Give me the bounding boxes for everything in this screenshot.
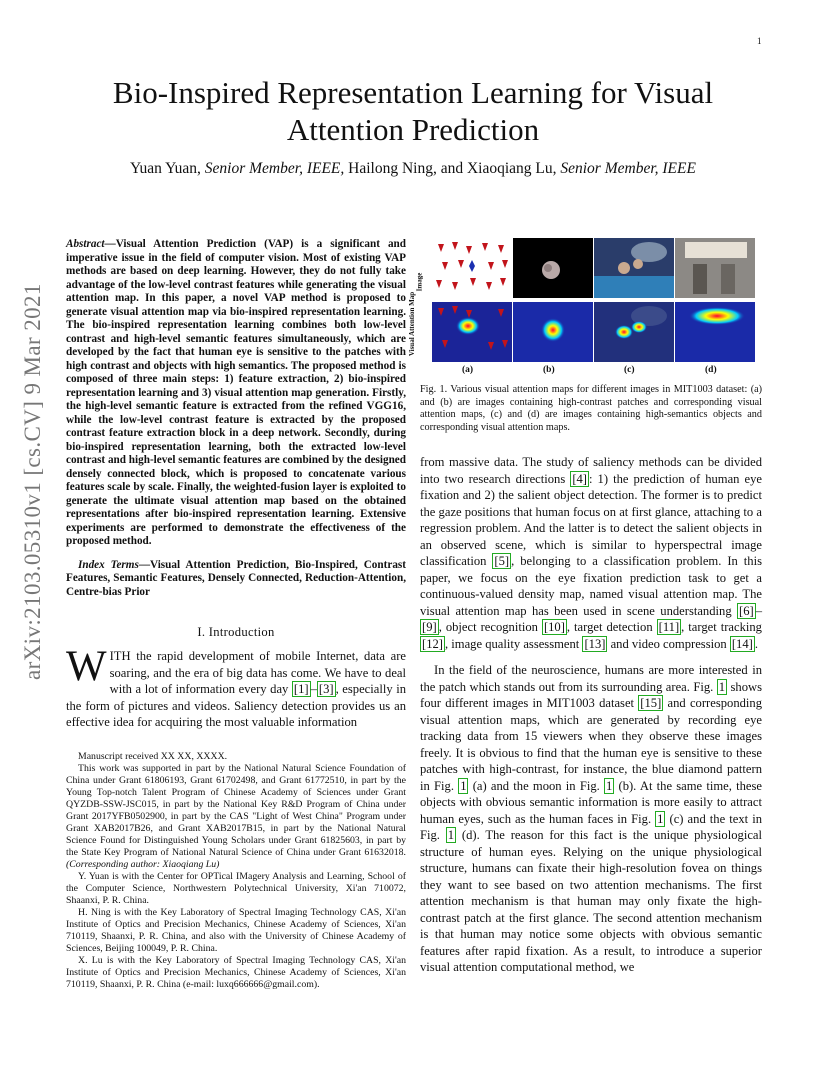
drop-cap: W: [66, 643, 107, 690]
attention-map-b: [513, 302, 593, 362]
attention-map-d: [675, 302, 755, 362]
figure-caption: Fig. 1. Various visual attention maps for different images in MIT1003 dataset: (a) and (b) are images containing high-contrast patches and corresponding visual attention maps, (c) and (d) are images containing high-semantics objects and corresponding visual attention maps.: [420, 384, 762, 433]
figure-link[interactable]: 1: [605, 778, 613, 793]
subfigure-label-c: (c): [624, 365, 635, 375]
subfigure-label-b: (b): [543, 365, 555, 375]
figure-link[interactable]: 1: [447, 828, 455, 842]
subfigure-label-d: (d): [705, 365, 717, 375]
body-paragraph-1: from massive data. The study of saliency methods can be divided into two research directions [4] : 1) the prediction of human eye fixation and 2) the salient object detection. The former is to predict the gaze positions that human focus on at first glance, attaching to a regression problem. And the latter is to detect the salient objects in an observed scene, which is similar to hyperspectral image classification [5] , belonging to a classification problem. In this paper, we focus on the eye fixation prediction task to get a continuous-valued density map, named visual attention map. The visual attention map has been used in scene understanding [6] –[9] , object recognition [10] , target detection [11] , target tracking [12] , image quality assessment [13] and video compression [14] .: [420, 455, 762, 651]
image-d: [675, 238, 755, 298]
citation-link[interactable]: [4]: [572, 471, 587, 486]
citation-link[interactable]: [15]: [640, 696, 662, 710]
arxiv-stamp: arXiv:2103.05310v1 [cs.CV] 9 Mar 2021: [20, 283, 45, 680]
abstract: Abstract—Visual Attention Prediction (VAP) is a significant and imperative issue in the field of computer vision. Most of existing VAP methods are based on deep learning. However, they do not fully take advantage of the low-level contrast features while generating the visual attention map. In this paper, a novel VAP method is proposed to generate visual attention map via bio-inspired representation learning. The bio-inspired representation learning combines both low-level contrast and high-level semantic features simultaneously, which are developed by the fact that human eye is sensitive to the patches with high contrast and objects with high semantics. The proposed method is composed of three main steps: 1) feature extraction, 2) bio-inspired representation learning and 3) visual attention map generation. Firstly, the high-level semantic feature is extracted from the refined VGG16, while the low-level contrast feature is extracted by the proposed contrast feature extraction block in a deep network. Secondly, during bio-inspired representation learning, both the extracted low-level contrast and high-level semantic features are combined by the designed densely connected block, which is proposed to concatenate various features scale by scale. Finally, the weighted-fusion layer is exploited to generate the ultimate visual attention map based on the obtained representations after bio-inspired representation learning. Extensive experiments are performed to demonstrate the effectiveness of the proposed method.: [66, 238, 406, 547]
citation-link[interactable]: [5]: [494, 554, 510, 568]
footnotes: Manuscript received XX XX, XXXX. This work was supported in part by the National Natural Science Foundation of China under Grant 61806193, Grant 61702498, and Grant 61772510, in part by the Young Top-notch Talent Program of Chinese Academy of Sciences under Grant QYZDB-SSW-JSC015, in part by the National Key R&D Program of China under Grant 2017YFB0502900, in part by the CAS "Light of West China" Program under Grant XAB2017B26, and Grant XAB2017B15, in part by the National Natural Science Found for Distinguished Young Scholars under Grant 61825603, in part by the State Key Program of National Natural Science of China under Grant 61632018. (Corresponding author: Xiaoqiang Lu) Y. Yuan is with the Center for OPTical IMagery Analysis and Learning, School of the Computer Science, Northwestern Polytechnical University, Xi'an 710072, Shaanxi, P. R. China. H. Ning is with the Key Laboratory of Spectral Imaging Technology CAS, Xi'an Institute of Optics and Precision Mechanics, Chinese Academy of Sciences, Xi'an 710119, Shaanxi, P. R. China, and also with the University of Chinese Academy of Sciences, Beijing 100049, P. R. China. X. Lu is with the Key Laboratory of Spectral Imaging Technology CAS, Xi'an Institute of Optics and Precision Mechanics, Chinese Academy of Sciences, Xi'an 710119, Shaanxi, P. R. China (e-mail: luxq666666@gmail.com).: [66, 750, 406, 990]
citation-link[interactable]: [11]: [658, 620, 680, 634]
subfigure-label-a: (a): [462, 365, 474, 375]
paper-title: Bio-Inspired Representation Learning for Visual Attention Prediction: [112, 75, 714, 147]
citation-link[interactable]: [6]: [739, 603, 754, 618]
image-b: [513, 238, 593, 298]
citation-link[interactable]: [13]: [584, 636, 606, 651]
row-label-attention-map: Visual Attention Map: [408, 291, 417, 357]
citation-link[interactable]: [12]: [422, 636, 443, 651]
citation-link[interactable]: [9]: [422, 620, 437, 634]
body-paragraph-2: In the field of the neuroscience, humans are more interested in the patch which stands out from its surrounding area. Fig. 1 shows four different images in MIT1003 dataset [15] and corresponding visual attention maps, which are generated by recording eye tracking data from 15 viewers when they observe these images freely. It is obvious to find that the human eye is sensitive to these patches with high-contrast, for instance, the blue diamond pattern in Fig. 1 (a) and the moon in Fig. 1 (b). At the same time, these objects with obvious semantic information is more easily to attract human eyes, such as the human faces in Fig. 1 (c) and the text in Fig. 1 (d). The reason for this fact is the unique physiological structure of human eyes. Relying on the unique physiological structure, humans can fixate their high-resolution fovea on things they want to see based on two attention mechanisms. The first attention mechanism is that human may only fixate the high-contrast patch at the first glance. The second attention mechanism is that human may notice some objects with obvious semantic features after rapid fixation. As a result, to introduce a superior visual attention computational method, we: [420, 663, 763, 974]
figure-link[interactable]: 1: [718, 679, 726, 694]
citation-link[interactable]: [1]: [293, 682, 309, 696]
figure-1: [408, 238, 762, 380]
attention-map-a: [432, 302, 512, 362]
image-a: [432, 238, 512, 298]
section-heading: I. Introduction: [197, 625, 275, 639]
figure-link[interactable]: 1: [460, 778, 467, 793]
figure-link[interactable]: 1: [657, 811, 664, 826]
index-terms: Index Terms—Visual Attention Prediction, Bio-Inspired, Contrast Features, Semantic Features, Densely Connected, Reduction-Attention, Centre-bias Prior: [66, 558, 406, 598]
attention-map-c: [594, 302, 674, 362]
citation-link[interactable]: [10]: [543, 620, 565, 634]
author-line: Yuan Yuan, Senior Member, IEEE, Hailong Ning, and Xiaoqiang Lu, Senior Member, IEEE: [130, 160, 696, 177]
image-c: [594, 238, 674, 298]
citation-link[interactable]: [3]: [318, 682, 334, 696]
citation-link[interactable]: [14]: [731, 636, 753, 651]
page-number: 1: [757, 36, 762, 46]
intro-paragraph: WITH the rapid development of mobile Internet, data are soaring, and the era of big data has come. We have to deal with a lot of information every day [1] – [3] , especially in the form of pictures and videos. Saliency detection provides us an effective idea for acquiring the most valuable information: [66, 643, 406, 729]
row-label-image: Image: [415, 272, 424, 292]
